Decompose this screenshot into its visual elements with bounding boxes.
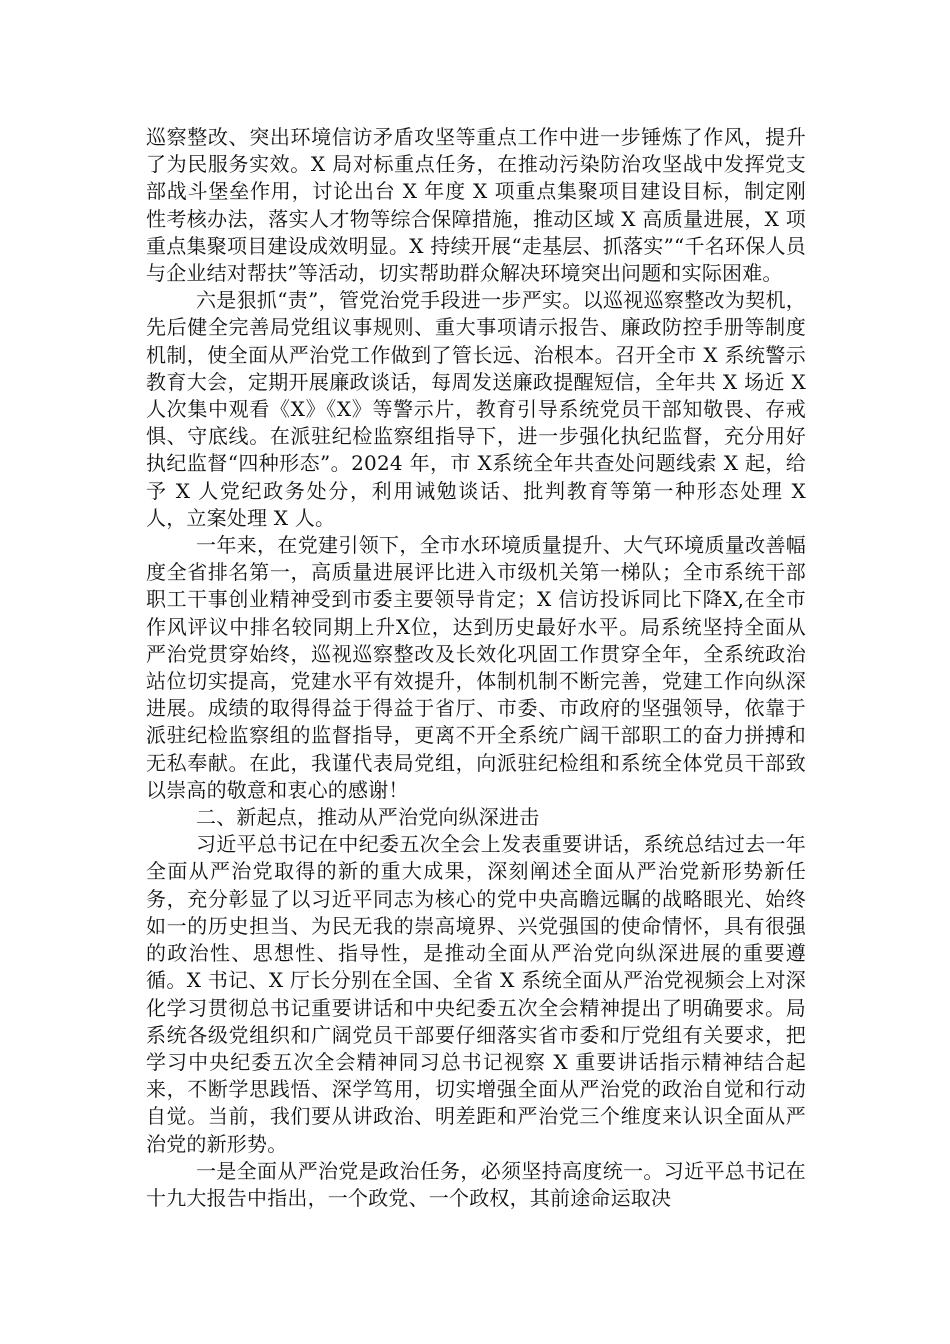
paragraph-six: 六是狠抓“责”，管党治党手段进一步严实。以巡视巡察整改为契机，先后健全完善局党组议事规则、重大事项请示报告、廉政防控手册等制度机制，使全面从严治党工作做到了管长远、治根本。召开全市 X 系统警示教育大会，定期开展廉政谈话，每周发送廉政提醒短信，全年共 X 场近 X 人次集中观看《X》《X》等警示片，教育引导系统党员干部知敬畏、存戒惧、守底线。在派驻纪检监察组指导下，进一步强化执纪监督，充分用好执纪监督“四种形态”。2024 年，市 X系统全年共查处问题线索 X 起，给予 X 人党纪政务处分，利用诫勉谈话、批判教育等第一种形态处理 X 人，立案处理 X 人。: [146, 288, 806, 530]
paragraph-continuation: 巡察整改、突出环境信访矛盾攻坚等重点工作中进一步锤炼了作风，提升了为民服务实效。X 局对标重点任务，在推动污染防治攻坚战中发挥党支部战斗堡垒作用，讨论出台 X 年度 X 项重点集聚项目建设目标，制定刚性考核办法，落实人才物等综合保障措施，推动区域 X 高质量进展，X 项重点集聚项目建设成效明显。X 持续开展“走基层、抓落实”“千名环保人员与企业结对帮扶”等活动，切实帮助群众解决环境突出问题和实际困难。: [146, 125, 806, 286]
paragraph-point-one: 一是全面从严治党是政治任务，必须坚持高度统一。习近平总书记在十九大报告中指出，一个政党、一个政权，其前途命运取决: [146, 1158, 806, 1210]
section-heading: 二、新起点，推动从严治党向纵深进击: [196, 805, 540, 830]
paragraph-speech: 习近平总书记在中纪委五次全会上发表重要讲话，系统总结过去一年全面从严治党取得的新的重大成果，深刻阐述全面从严治党新形势新任务，充分彰显了以习近平同志为核心的党中央高瞻远瞩的战略眼光、始终如一的历史担当、为民无我的崇高境界、兴党强国的使命情怀，具有很强的政治性、思想性、指导性，是推动全面从严治党向纵深进展的重要遵循。X 书记、X 厅长分别在全国、全省 X 系统全面从严治党视频会上对深化学习贯彻总书记重要讲话和中央纪委五次全会精神提出了明确要求。局系统各级党组织和广阔党员干部要仔细落实省市委和厅党组有关要求，把学习中央纪委五次全会精神同习总书记视察 X 重要讲话指示精神结合起来，不断学思践悟、深学笃用，切实增强全面从严治党的政治自觉和行动自觉。当前，我们要从讲政治、明差距和严治党三个维度来认识全面从严治党的新形势。: [146, 832, 806, 1156]
document-body: [146, 124, 806, 1212]
paragraph-summary: 一年来，在党建引领下，全市水环境质量提升、大气环境质量改善幅度全省排名第一，高质量进展评比进入市级机关第一梯队；全市系统干部职工干事创业精神受到市委主要领导肯定；X 信访投诉同比下降X,在全市作风评议中排名较同期上升X位，达到历史最好水平。局系统坚持全面从严治党贯穿始终，巡视巡察整改及长效化巩固工作贯穿全年，全系统政治站位切实提高，党建水平有效提升，体制机制不断完善，党建工作向纵深进展。成绩的取得得益于得益于省厅、市委、市政府的坚强领导，依靠于派驻纪检监察组的监督指导，更离不开全系统广阔干部职工的奋力拼搏和无私奉献。在此，我谨代表局党组，向派驻纪检组和系统全体党员干部致以崇高的敬意和衷心的感谢！: [146, 533, 806, 802]
